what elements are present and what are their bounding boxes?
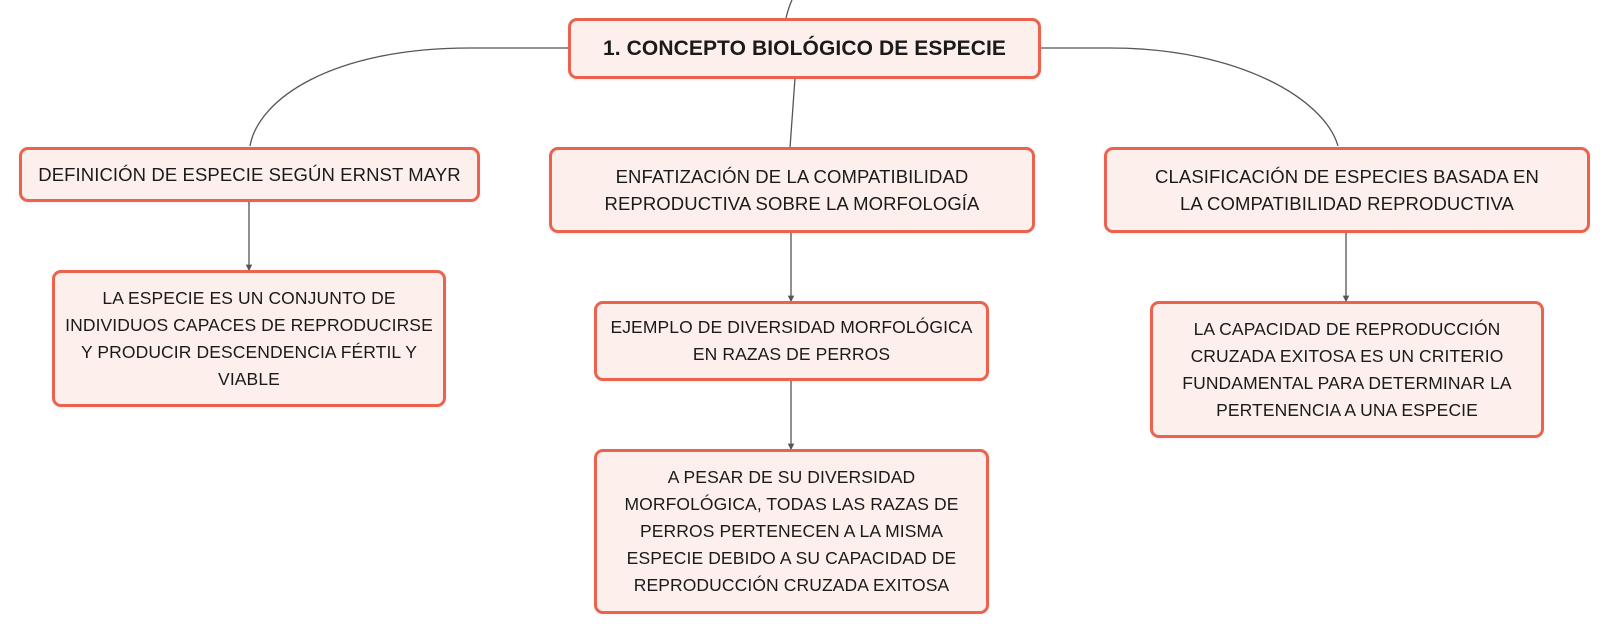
branch-node-2-label: ENFATIZACIÓN DE LA COMPATIBILIDAD REPRODUCTIVA SOBRE LA MORFOLOGÍA	[604, 166, 980, 214]
branch-3-child-node-1[interactable]	[1150, 301, 1544, 438]
connector-root-branch-2	[790, 78, 795, 148]
connector-root-branch-1	[250, 48, 568, 146]
branch-2-child-node-1[interactable]	[594, 301, 989, 381]
root-node-label: 1. CONCEPTO BIOLÓGICO DE ESPECIE	[602, 37, 1007, 60]
branch-node-1[interactable]	[19, 147, 480, 202]
root-node[interactable]	[568, 18, 1041, 79]
branch-1-child-node-1-label: LA ESPECIE ES UN CONJUNTO DE INDIVIDUOS CAPACES DE REPRODUCIRSE Y PRODUCIR DESCENDENCIA FÉRTIL Y VIABLE	[65, 287, 433, 389]
branch-node-2[interactable]	[549, 147, 1035, 233]
connector-root-branch-3	[1040, 48, 1338, 146]
branch-3-child-node-1-label: LA CAPACIDAD DE REPRODUCCIÓN CRUZADA EXITOSA ES UN CRITERIO FUNDAMENTAL PARA DETERMINAR LA PERTENENCIA A UNA ESPECIE	[1182, 318, 1512, 420]
branch-node-3-label: CLASIFICACIÓN DE ESPECIES BASADA EN LA COMPATIBILIDAD REPRODUCTIVA	[1155, 166, 1539, 214]
branch-node-1-label: DEFINICIÓN DE ESPECIE SEGÚN ERNST MAYR	[38, 164, 461, 185]
branch-node-3[interactable]	[1104, 147, 1590, 233]
connector-root-parent	[786, 0, 792, 18]
branch-2-child-node-2[interactable]	[594, 449, 989, 614]
branch-2-child-node-1-label: EJEMPLO DE DIVERSIDAD MORFOLÓGICA EN RAZAS DE PERROS	[610, 317, 973, 364]
branch-1-child-node-1[interactable]	[52, 270, 446, 407]
branch-2-child-node-2-label: A PESAR DE SU DIVERSIDAD MORFOLÓGICA, TODAS LAS RAZAS DE PERROS PERTENECEN A LA MISMA ESPECIE DEBIDO A SU CAPACIDAD DE REPRODUCCIÓN CRUZADA EXITOSA	[624, 467, 959, 595]
